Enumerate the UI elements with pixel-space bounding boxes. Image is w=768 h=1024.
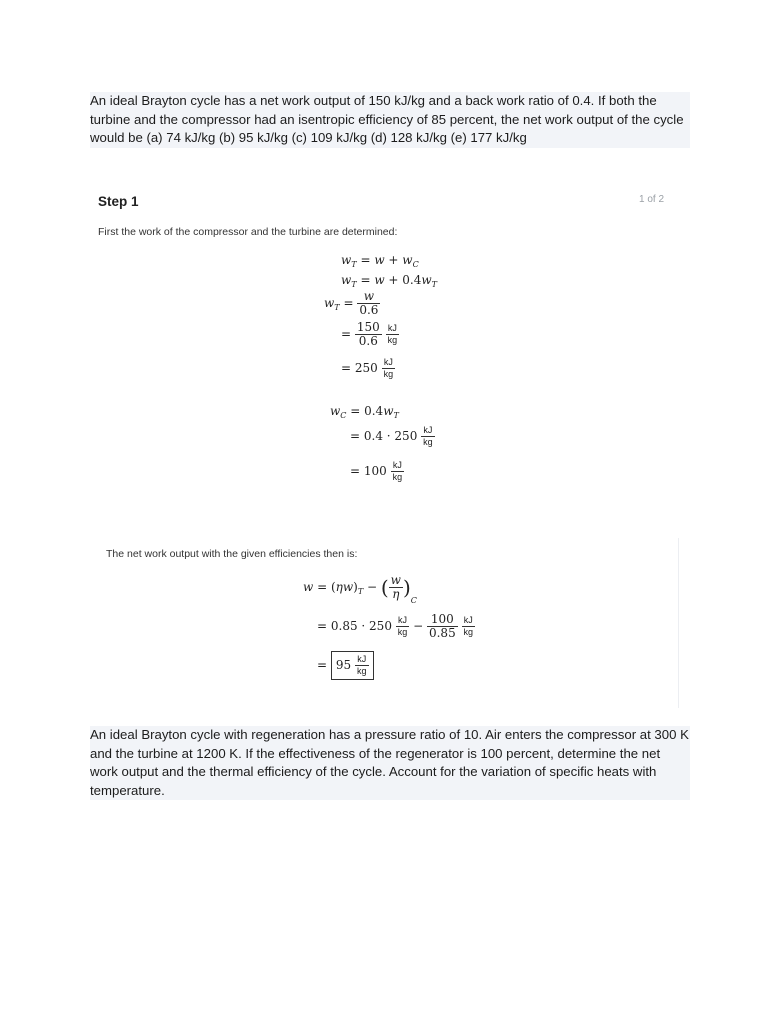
step-counter: 1 of 2 — [639, 194, 665, 205]
equation-wt-fraction: $w_T$ = $\frac{w}{0.6}$ — [324, 289, 379, 317]
card-divider — [678, 538, 679, 708]
final-answer-box: 95 $\frac{kJ}{kg}$ — [331, 651, 374, 680]
equation-wt-ratio: $w_T = w + 0.4w_T$ — [341, 273, 437, 289]
equation-wt-result: = 250 $\frac{kJ}{kg}$ — [341, 357, 394, 379]
problem-statement-2: An ideal Brayton cycle with regeneration has a pressure ratio of 10. Air enters the compressor at 300 K and the turbine at 1200 K. If the effectiveness of the regenerator is 100 percent, determine the net work output and the thermal efficiency of the cycle. Account for the variation of specific heats with temperature. — [90, 726, 690, 800]
equation-wt-sum: $w_T = w + w_C$ — [341, 253, 419, 269]
problem-statement-1: An ideal Brayton cycle has a net work output of 150 kJ/kg and a back work ratio of 0.4. If both the turbine and the compressor had an isentropic efficiency of 85 percent, the net work output of the cycle would be (a) 74 kJ/kg (b) 95 kJ/kg (c) 109 kJ/kg (d) 128 kJ/kg (e) 177 kJ/kg — [90, 92, 690, 148]
equation-wt-numeric: = $\frac{150}{0.6}$ $\frac{kJ}{kg}$ — [341, 320, 398, 348]
equation-net-work-result: = 95 $\frac{kJ}{kg}$ — [317, 651, 374, 680]
step-title: Step 1 — [98, 194, 139, 209]
step-net-work-text: The net work output with the given efficiencies then is: — [106, 548, 358, 560]
equation-net-work-numeric: = 0.85 · 250 $\frac{kJ}{kg}$ − $\frac{100}{0.85}$ $\frac{kJ}{kg}$ — [317, 612, 474, 640]
equation-wc-numeric: = 0.4 · 250 $\frac{kJ}{kg}$ — [350, 425, 433, 447]
equation-wc-result: = 100 $\frac{kJ}{kg}$ — [350, 460, 403, 482]
equation-net-work: $w = (\eta w)_T$ − ( $\frac{w}{\eta}$ )$_C$ — [303, 573, 417, 605]
equation-wc: $w_C = 0.4w_T$ — [330, 404, 399, 420]
step-intro-text: First the work of the compressor and the turbine are determined: — [98, 226, 398, 238]
